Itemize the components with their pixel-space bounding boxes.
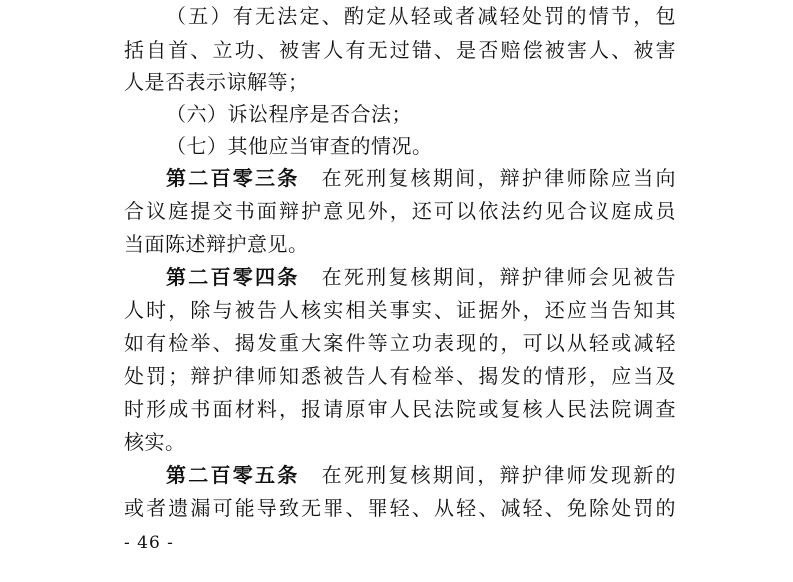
article-line: 第二百零五条 在死刑复核期间，辩护律师发现新的 — [166, 463, 676, 487]
text-line: 处罚；辩护律师知悉被告人有检举、揭发的情形，应当及 — [124, 364, 676, 388]
article-heading: 第二百零三条 — [166, 166, 300, 190]
page-number: - 46 - — [124, 533, 174, 553]
article-heading: 第二百零四条 — [166, 265, 300, 289]
text-line: 核实。 — [124, 430, 186, 454]
text-line: 人是否表示谅解等； — [124, 70, 309, 94]
text-line: 或者遗漏可能导致无罪、罪轻、从轻、减轻、免除处罚的 — [124, 496, 676, 520]
article-line: 第二百零四条 在死刑复核期间，辩护律师会见被告 — [166, 265, 676, 289]
text-line: 括自首、立功、被害人有无过错、是否赔偿被害人、被害 — [124, 38, 676, 62]
text-line: 合议庭提交书面辩护意见外，还可以依法约见合议庭成员 — [124, 199, 676, 223]
text-line: 当面陈述辩护意见。 — [124, 232, 309, 256]
article-heading: 第二百零五条 — [166, 463, 300, 487]
text-line: 时形成书面材料，报请原审人民法院或复核人民法院调查 — [124, 397, 676, 421]
text-line: （六）诉讼程序是否合法； — [166, 102, 412, 126]
article-line: 第二百零三条 在死刑复核期间，辩护律师除应当向 — [166, 166, 676, 190]
text-line: 人时，除与被告人核实相关事实、证据外，还应当告知其 — [124, 298, 676, 322]
text-line: （七）其他应当审查的情况。 — [166, 134, 433, 158]
text-line: 如有检举、揭发重大案件等立功表现的，可以从轻或减轻 — [124, 331, 676, 355]
text-line: （五）有无法定、酌定从轻或者减轻处罚的情节，包 — [166, 4, 676, 28]
